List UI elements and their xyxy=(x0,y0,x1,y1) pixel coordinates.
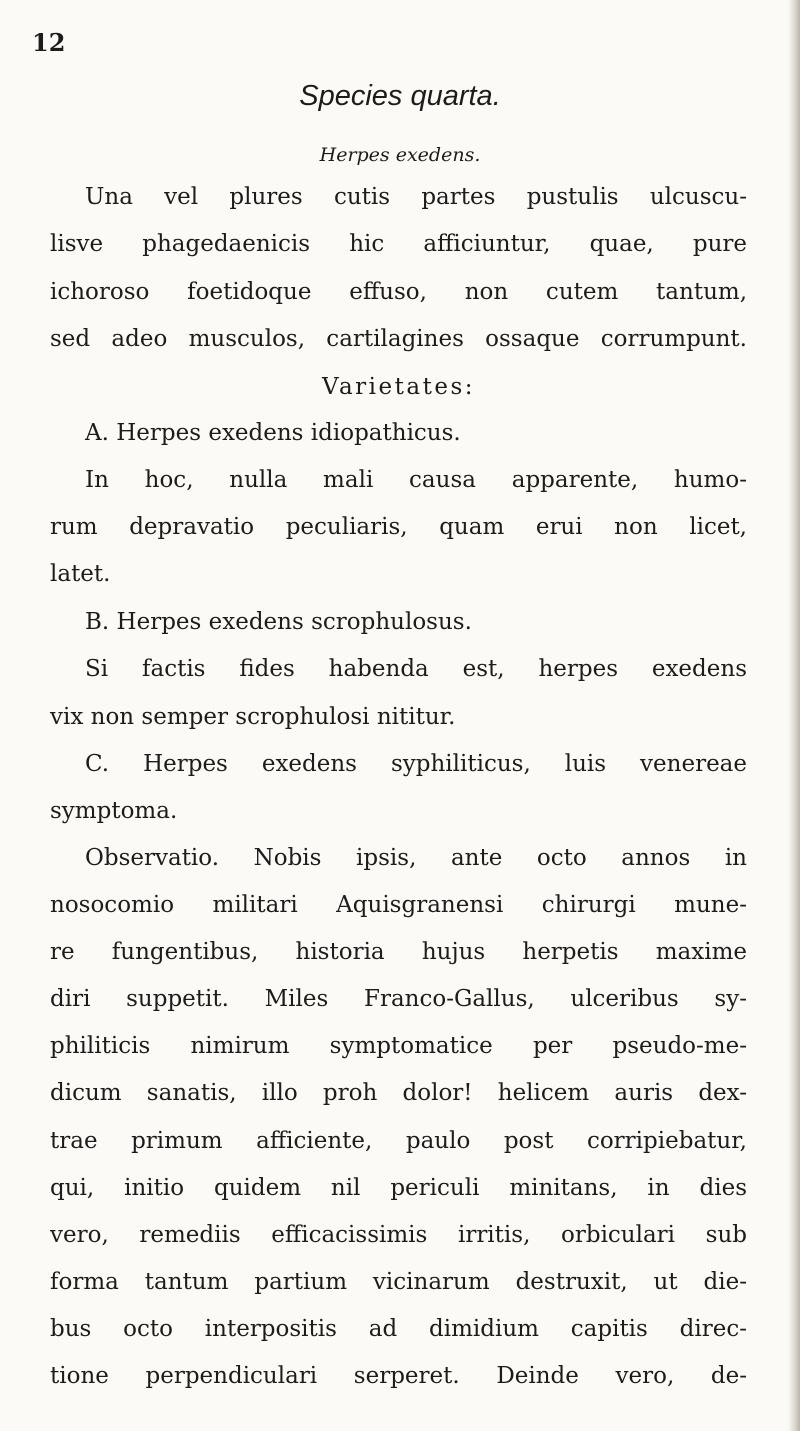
text-line: philiticis nimirum symptomatice per pseudo-me- xyxy=(50,1033,747,1059)
text-line: In hoc, nulla mali causa apparente, humo- xyxy=(85,467,747,493)
text-line: bus octo interpositis ad dimidium capitis direc- xyxy=(50,1316,747,1342)
section-subtitle: Herpes exedens. xyxy=(319,144,481,166)
variety-b-heading: B. Herpes exedens scrophulosus. xyxy=(85,609,472,635)
text-line: re fungentibus, historia hujus herpetis maxime xyxy=(50,939,747,965)
text-line: sed adeo musculos, cartilagines ossaque corrumpunt. xyxy=(50,326,747,352)
variety-c-heading: C. Herpes exedens syphiliticus, luis venereae xyxy=(85,751,747,777)
text-line: qui, initio quidem nil periculi minitans, in dies xyxy=(50,1175,747,1201)
page-edge-shadow xyxy=(788,0,800,1431)
varietates-heading: Varietates: xyxy=(321,374,476,400)
text-line: tione perpendiculari serperet. Deinde vero, de- xyxy=(50,1363,747,1389)
text-line: diri suppetit. Miles Franco-Gallus, ulceribus sy- xyxy=(50,986,747,1012)
text-line: trae primum afficiente, paulo post corripiebatur, xyxy=(50,1128,747,1154)
text-line: forma tantum partium vicinarum destruxit, ut die- xyxy=(50,1269,747,1295)
text-line: dicum sanatis, illo proh dolor! helicem auris dex- xyxy=(50,1080,747,1106)
text-line: vero, remediis efficacissimis irritis, orbiculari sub xyxy=(50,1222,747,1248)
observatio-line: Observatio. Nobis ipsis, ante octo annos in xyxy=(85,845,747,871)
text-line: nosocomio militari Aquisgranensi chirurgi mune- xyxy=(50,892,747,918)
text-line: vix non semper scrophulosi nititur. xyxy=(50,704,456,730)
text-line: ichoroso foetidoque effuso, non cutem tantum, xyxy=(50,279,747,305)
text-line: lisve phagedaenicis hic afficiuntur, quae, pure xyxy=(50,231,747,257)
text-line: Una vel plures cutis partes pustulis ulcuscu- xyxy=(85,184,747,210)
variety-a-heading: A. Herpes exedens idiopathicus. xyxy=(85,420,461,446)
page-number: 12 xyxy=(32,28,66,57)
section-title: Species quarta. xyxy=(299,80,501,112)
text-line: Si factis fides habenda est, herpes exedens xyxy=(85,656,747,682)
text-line: rum depravatio peculiaris, quam erui non licet, xyxy=(50,514,747,540)
text-line: latet. xyxy=(50,561,111,587)
text-line: symptoma. xyxy=(50,798,178,824)
